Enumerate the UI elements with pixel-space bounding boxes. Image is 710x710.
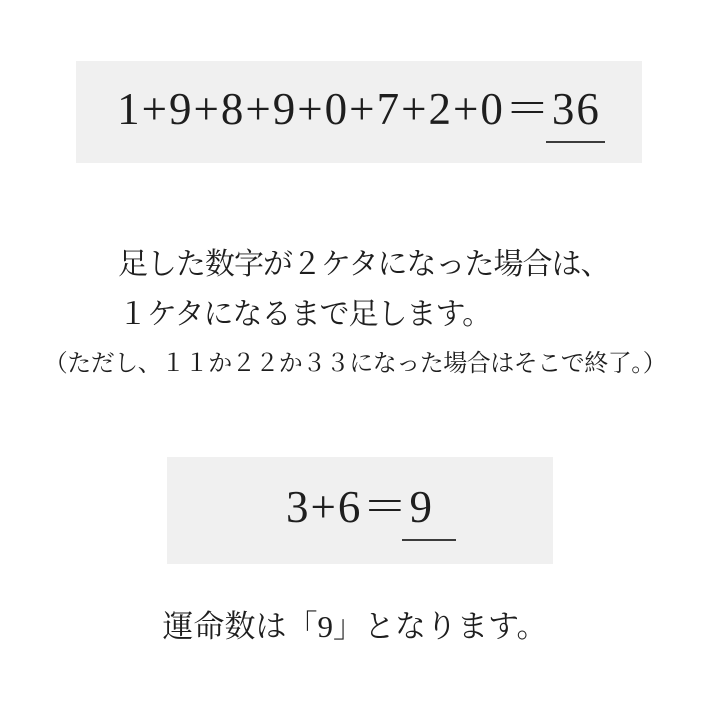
rule-explanation-text: [118, 240, 610, 340]
sum-equation-expression: 1+9+8+9+0+7+2+0＝: [117, 83, 552, 134]
sum-equation-panel: [76, 61, 642, 163]
reduced-equation-expression: 3+6＝: [286, 482, 410, 532]
sum-equation-result-underlined: 36: [551, 83, 601, 134]
reduced-equation-panel: [167, 457, 553, 564]
rule-explanation-line1: 足した数字が２ケタになった場合は、: [118, 248, 610, 281]
destiny-number-conclusion: 運命数は「9」となります。: [162, 609, 548, 644]
reduced-equation: [286, 482, 434, 536]
rule-explanation-line2: １ケタになるまで足します。: [118, 298, 492, 331]
sum-equation: [117, 83, 601, 138]
reduced-equation-result-underlined: 9: [409, 482, 434, 532]
rule-exception-note: （ただし、１１か２２か３３になった場合はそこで終了。）: [43, 351, 667, 377]
